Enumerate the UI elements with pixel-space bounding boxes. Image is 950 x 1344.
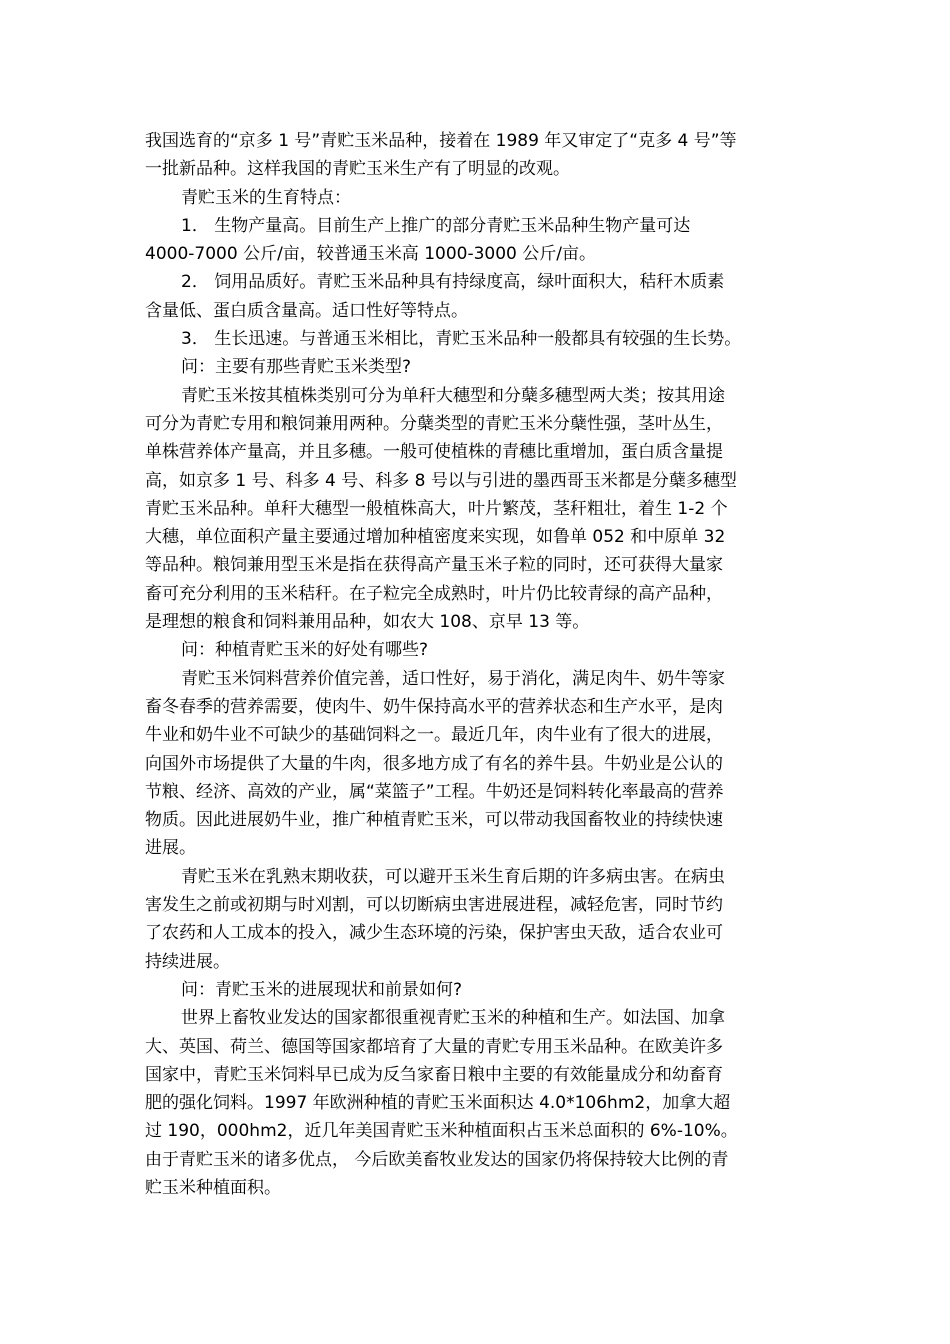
text-line: 害发生之前或初期与时刈割，可以切断病虫害进展进程，减轻危害，同时节约 xyxy=(145,895,723,916)
text-line: 一批新品种。这样我国的青贮玉米生产有了明显的改观。 xyxy=(145,159,570,180)
text-line: 大穗，单位面积产量主要通过增加种植密度来实现，如鲁单 052 和中原单 32 xyxy=(145,527,726,548)
text-line: 问：种植青贮玉米的好处有哪些? xyxy=(181,640,429,661)
text-line: 3． 生长迅速。与普通玉米相比，青贮玉米品种一般都具有较强的生长势。 xyxy=(181,329,742,350)
text-line: 可分为青贮专用和粮饲兼用两种。分蘖类型的青贮玉米分蘖性强，茎叶丛生， xyxy=(145,413,723,434)
text-line: 过 190，000hm2，近几年美国青贮玉米种植面积占玉米总面积的 6%-10%。 xyxy=(145,1121,738,1142)
text-line: 进展。 xyxy=(145,838,196,859)
text-line: 青贮玉米在乳熟末期收获，可以避开玉米生育后期的许多病虫害。在病虫 xyxy=(181,866,725,887)
text-line: 大、英国、荷兰、德国等国家都培育了大量的青贮专用玉米品种。在欧美许多 xyxy=(145,1036,723,1057)
text-line: 青贮玉米品种。单秆大穗型一般植株高大，叶片繁茂，茎秆粗壮，着生 1-2 个 xyxy=(145,498,728,519)
text-line: 节粮、经济、高效的产业，属“菜篮子”工程。牛奶还是饲料转化率最高的营养 xyxy=(145,781,724,802)
text-line: 物质。因此进展奶牛业，推广种植青贮玉米，可以带动我国畜牧业的持续快速 xyxy=(145,810,723,831)
text-line: 畜可充分利用的玉米秸秆。在子粒完全成熟时，叶片仍比较青绿的高产品种， xyxy=(145,583,723,604)
text-line: 问：青贮玉米的进展现状和前景如何? xyxy=(181,979,463,1000)
text-line: 国家中，青贮玉米饲料早已成为反刍家畜日粮中主要的有效能量成分和幼畜育 xyxy=(145,1064,723,1085)
text-line: 问：主要有那些青贮玉米类型? xyxy=(181,357,412,378)
text-line: 单株营养体产量高，并且多穗。一般可使植株的青穗比重增加，蛋白质含量提 xyxy=(145,442,723,463)
text-line: 向国外市场提供了大量的牛肉，很多地方成了有名的养牛县。牛奶业是公认的 xyxy=(145,753,723,774)
text-line: 贮玉米种植面积。 xyxy=(145,1177,281,1198)
text-line: 青贮玉米的生育特点： xyxy=(181,187,351,208)
text-line: 高，如京多 1 号、科多 4 号、科多 8 号以与引进的墨西哥玉米都是分蘖多穗型 xyxy=(145,470,737,491)
text-line: 我国选育的“京多 1 号”青贮玉米品种，接着在 1989 年又审定了“克多 4 号”等 xyxy=(145,131,737,151)
document-body xyxy=(145,127,810,1202)
text-line: 青贮玉米按其植株类别可分为单秆大穗型和分蘖多穗型两大类；按其用途 xyxy=(181,385,725,406)
text-line: 持续进展。 xyxy=(145,951,230,972)
text-line: 是理想的粮食和饲料兼用品种，如农大 108、京早 13 等。 xyxy=(145,612,590,633)
text-line: 青贮玉米饲料营养价值完善，适口性好，易于消化，满足肉牛、奶牛等家 xyxy=(181,668,725,689)
text-line: 由于青贮玉米的诸多优点， 今后欧美畜牧业发达的国家仍将保持较大比例的青 xyxy=(145,1149,729,1170)
text-line: 2． 饲用品质好。青贮玉米品种具有持绿度高，绿叶面积大，秸秆木质素 xyxy=(181,272,725,293)
text-line: 畜冬春季的营养需要，使肉牛、奶牛保持高水平的营养状态和生产水平，是肉 xyxy=(145,696,723,717)
text-line: 世界上畜牧业发达的国家都很重视青贮玉米的种植和生产。如法国、加拿 xyxy=(181,1008,725,1029)
text-line: 了农药和人工成本的投入，减少生态环境的污染，保护害虫天敌，适合农业可 xyxy=(145,923,723,944)
text-line: 4000-7000 公斤/亩，较普通玉米高 1000-3000 公斤/亩。 xyxy=(145,244,596,265)
text-line: 等品种。粮饲兼用型玉米是指在获得高产量玉米子粒的同时，还可获得大量家 xyxy=(145,555,723,576)
text-line: 肥的强化饲料。1997 年欧洲种植的青贮玉米面积达 4.0*106hm2，加拿大超 xyxy=(145,1093,731,1114)
text-line: 含量低、蛋白质含量高。适口性好等特点。 xyxy=(145,300,468,321)
text-line: 牛业和奶牛业不可缺少的基础饲料之一。最近几年，肉牛业有了很大的进展， xyxy=(145,725,723,746)
text-line: 1． 生物产量高。目前生产上推广的部分青贮玉米品种生物产量可达 xyxy=(181,215,691,236)
